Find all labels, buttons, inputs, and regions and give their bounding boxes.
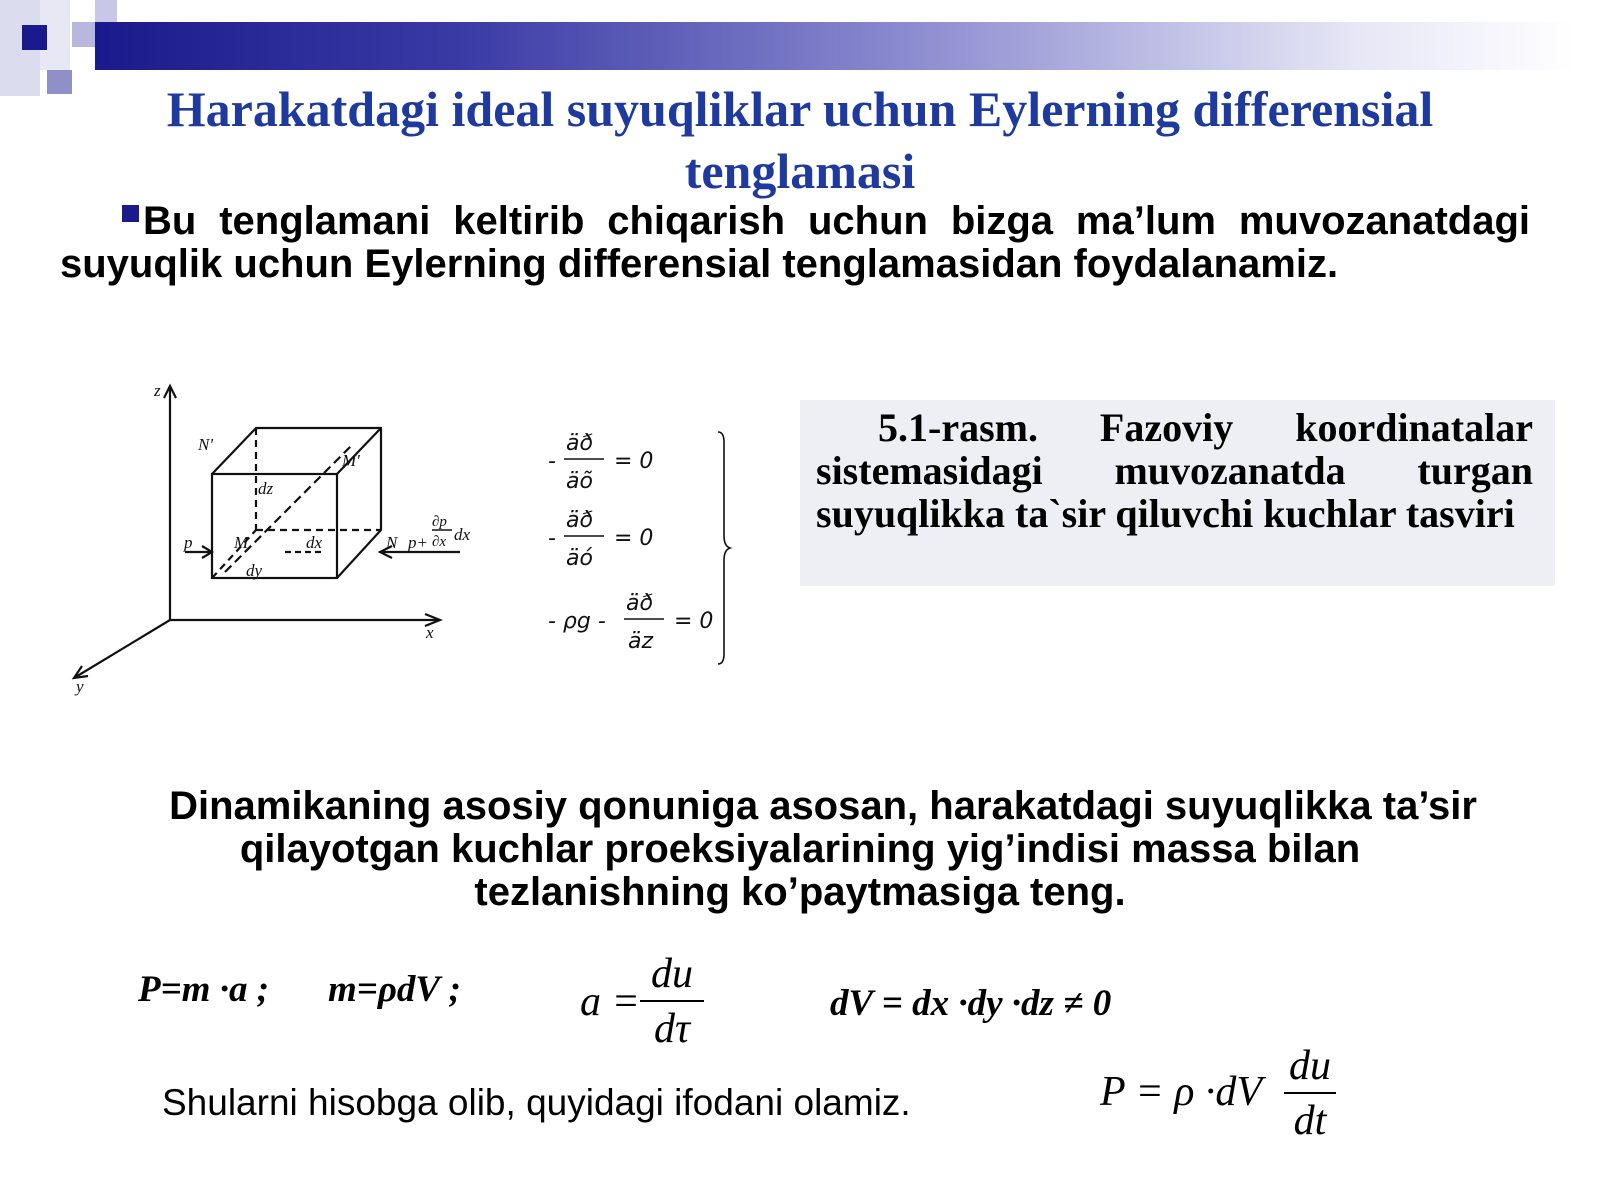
- formula-mass: m=ρdV ;: [328, 969, 462, 1010]
- eq1-den: äõ: [566, 469, 593, 494]
- header-band: [95, 22, 1575, 70]
- formula-final-num: du: [1289, 1043, 1331, 1089]
- eq2-rhs: = 0: [614, 526, 654, 551]
- label-p: p: [184, 533, 193, 552]
- formula-final-fraction: [1284, 1040, 1336, 1148]
- eq3-den: äz: [628, 629, 654, 654]
- cube-front-face: [212, 474, 337, 578]
- eq2-den: äó: [566, 546, 593, 571]
- figure-caption: 5.1-rasm. Fazoviy koordinatalar sistemasidagi muvozanatda turgan suyuqlikka ta`sir qiluvchi kuchlar tasviri: [816, 405, 1533, 536]
- formula-volume: dV = dx ·dy ·dz ≠ 0: [830, 983, 1112, 1024]
- intro-text: Bu tenglamani keltirib chiqarish uchun bizga ma’lum muvozanatdagi suyuqlik uchun Eylerning differensial tenglamasidan foydalanamiz.: [60, 199, 1530, 286]
- label-pressure-right: p+: [408, 533, 428, 552]
- formula-final-lhs: P = ρ ·dV: [1100, 1069, 1263, 1115]
- coordinate-cube-diagram: [60, 380, 500, 700]
- label-partial-den: ∂x: [432, 534, 447, 550]
- eq1-sign: -: [548, 449, 556, 474]
- slide-title: Harakatdagi ideal suyuqliklar uchun Eylerning differensial tenglamasi: [166, 81, 1434, 199]
- eq2-num: äð: [566, 508, 593, 533]
- eq1-num: äð: [566, 431, 593, 456]
- dynamics-law-text: Dinamikaning asosiy qonuniga asosan, harakatdagi suyuqlikka ta’sir qilayotgan kuchlar proeksiyalarining yig’indisi massa bilan tezlanishning ko’paytmasiga teng.: [169, 784, 1477, 914]
- y-axis: [74, 620, 170, 678]
- right-brace: [718, 432, 730, 664]
- decor-square: [72, 22, 95, 47]
- label-dz: dz: [258, 479, 274, 498]
- bullet-square-icon: [122, 205, 139, 222]
- decor-square: [95, 0, 117, 22]
- formula-accel-lhs: a =: [580, 979, 640, 1025]
- figure-caption-box: [800, 400, 1555, 586]
- formula-accel-den: dτ: [653, 1006, 691, 1052]
- eq3-num: äð: [626, 591, 653, 616]
- eq3-prefix: - ρg -: [548, 609, 606, 634]
- label-partial-num: ∂p: [432, 514, 447, 530]
- label-n: N: [386, 533, 398, 552]
- axis-z-label: z: [154, 381, 161, 400]
- eq1-rhs: = 0: [614, 449, 654, 474]
- formula-final-den: dt: [1293, 1098, 1327, 1144]
- axis-x-label: x: [426, 623, 434, 642]
- label-partial-suffix: dx: [454, 525, 471, 544]
- label-m-prime: M': [342, 451, 360, 470]
- label-dy: dy: [246, 561, 263, 580]
- formula-accel-num: du: [651, 951, 693, 997]
- formula-accel-fraction: [640, 948, 704, 1056]
- equilibrium-equations: [548, 428, 748, 678]
- decor-square: [22, 25, 47, 50]
- axis-y-label: y: [76, 677, 84, 696]
- label-dx: dx: [306, 533, 323, 552]
- intro-paragraph: [60, 200, 1530, 286]
- label-n-prime: N': [198, 435, 213, 454]
- eq3-rhs: = 0: [674, 609, 714, 634]
- label-m: M: [234, 533, 249, 552]
- formula-force: P=m ·a ;: [138, 969, 270, 1010]
- eq2-sign: -: [548, 526, 556, 551]
- dynamics-law-paragraph: [110, 785, 1490, 914]
- closing-sentence: Shularni hisobga olib, quyidagi ifodani olamiz.: [162, 1082, 911, 1123]
